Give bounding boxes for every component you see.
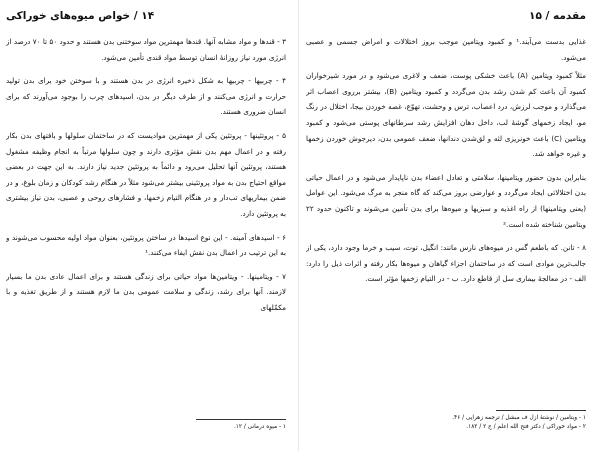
footnotes — [6, 419, 286, 432]
paragraph-carbohydrates: ۳ - قندها و مواد مشابه آنها. قندها مهمترین مواد سوختنی بدن هستند و حدود ۵۰ تا ۷۰ درصد از انرژی مورد نیاز روزانهٔ انسان توسط مواد قندی تأمین می‌شود. — [6, 37, 286, 62]
footnote-divider — [196, 419, 286, 420]
paragraph-vitamin-intro: غذایی بدست می‌آیند.¹ و کمبود ویتامین موجب بروز اختلالات و امراض جسمی و عصبی می‌شود. — [306, 37, 586, 62]
paragraph-amino-acids: ۶ - اسیدهای آمینه. - این نوع اسیدها در ساختن پروتئین، بعنوان مواد اولیه محسوب می‌شوند و به این ترتیب در اعمال بدن نقش ایفاء می‌کنند.¹ — [6, 232, 286, 258]
page-body — [306, 34, 586, 287]
gutter-divider — [298, 0, 299, 451]
paragraph-vitamin-deficiency: مثلاً کمبود ویتامین (A) باعث خشکی پوست، ضعف و لاغری می‌شود و در مورد شیرخواران کمبود آن باعث کم شدن رشد بدن می‌گردد و کمبود ویتامین (B)، بیشتر برروی اعصاب اثر می‌گذارد و موجب لرزش، درد اعصاب، ترس و وحشت، تهوّع، غصه خوردن بیجا، اختلال در رنگ مو، ایجاد زخمهای گوشهٔ لب، داخل دهان افزایش رشد سرطانهای پوستی می‌شود و کمبود ویتامین (C) باعث خونریزی لثه و لق‌شدن دندانها، ضعف عمومی بدن، دیرجوش خوردن زخمها و غیره خواهد شد. — [306, 71, 586, 159]
left-page — [6, 10, 286, 440]
paragraph-fats: ۴ - چربیها - چربیها به شکل ذخیره انرژی در بدن هستند و با سوختن خود برای بدن تولید حرارت و انرژی می‌کنند و از طرف دیگر در بدن، اسیدهای چرب را بوجود می‌آورند که برای انسان ضروری هستند. — [6, 76, 286, 117]
paragraph-vitamins: ۷ - ویتامینها. - ویتامین‌ها مواد حیاتی برای زندگی هستند و برای اعمال عادی بدن ما بسیار لازمند. آنها برای رشد، زندگی و سلامت عمومی بدن ما لازم هستند و از طریق تغذیه و با مکمّلهای — [6, 271, 286, 312]
paragraph-tannin: ۸ - تانن. که باطعم گس در میوه‌های نارس مانند: انگیل، توت، سیب و خرما وجود دارد، یکی از جالب‌ترین موادی است که در ساختمان اجزاء گیاهان و میوه‌ها بکار رفته و اثرات ذیل را دارد: الف - در معالجهٔ بیماری سل از قاطع دارد. ب - در التیام زخمها مؤثر است. — [306, 243, 586, 284]
footnote: ۱ - میوه درمانی / ۱۲. — [233, 424, 286, 430]
footnote: ۲ - مواد خوراکی / دکتر فتح الله اعلم / ج ۲ / ۱۸۲. — [466, 424, 586, 430]
footnote: ۱ - ویتامین / نوشتهٔ ازل ف مبشل / ترجمه زهرایی / ۴۶. — [452, 415, 586, 421]
right-page — [306, 10, 586, 440]
paragraph-vitamin-importance: بنابراین بدون حضور ویتامینها، سلامتی و تعادل اعضاء بدن ناپایدار می‌شود و در اعمال حیاتی بدن اختلالاتی ایجاد می‌گردد و عوارضی بروز می‌کند که گاه منجر به مرگ می‌شود. این عوامل (یعنی ویتامینها) از راه اغذیه و سبزیها و میوه‌ها برای بدن تأمین می‌شوند و تاکنون حدود ۲۲ ویتامین شناخته شده است.² — [306, 172, 586, 229]
footnotes — [306, 410, 586, 432]
page-header: مقدمه / ۱۵ — [529, 10, 586, 22]
footnote-divider — [496, 410, 586, 411]
paragraph-proteins: ۵ - پروتئینها - پروتئین یکی از مهمترین موادیست که در ساختمان سلولها و بافتهای بدن بکار رفته و در اعمال مهم بدن نقش مؤثری دارند و چون سلولها مرتباً به انجام وظیفه مشغول هستند، پروتئین آنها تحلیل می‌رود و دائماً به پروتئین جدید نیاز دارند. به این جهت در بعضی مواقع احتیاج بدن به مواد پروتئینی بیشتر می‌شود مثلاً در هنگام رشد کودکان و زمان بلوغ، و در ضمن بیماریهای تب‌دار و در هنگام التیام زخمها، و فشارهای روحی و عصبی، بدن نیاز بیشتری به پروتئین دارد. — [6, 130, 286, 218]
page-header: ۱۴ / خواص میوه‌های خوراکی — [6, 10, 155, 22]
page-body — [6, 34, 286, 316]
